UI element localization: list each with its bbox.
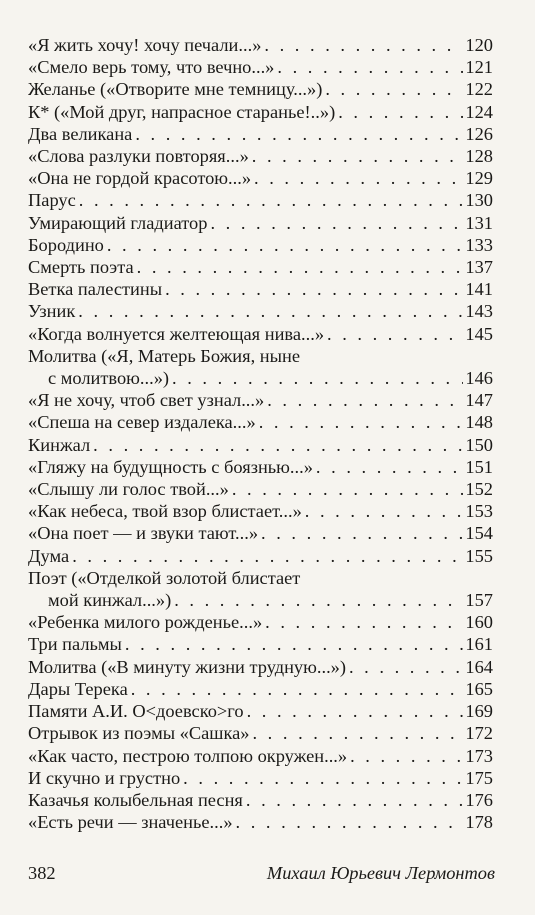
dot-leader [137,256,464,278]
toc-entry [28,767,493,789]
toc-entry-title: «Смело верь тому, что вечно...» [28,57,275,78]
dot-leader [252,145,464,167]
toc-entry-page: 148 [465,412,493,433]
toc-entry-page: 121 [465,57,493,78]
toc-entry-title: Ветка палестины [28,279,163,300]
dot-leader [349,656,463,678]
toc-entry-page: 151 [465,456,493,477]
toc-entry [28,545,493,567]
toc-entry-title: Кинжал [28,434,91,455]
toc-entry-title: Смерть поэта [28,257,134,278]
dot-leader [246,789,464,811]
toc-entry [28,567,493,611]
toc-entry-title: Памяти А.И. О<доевско>го [28,701,244,722]
toc-entry-page: 153 [465,501,493,522]
dot-leader [327,323,463,345]
toc-entry-title: Два великана [28,123,133,144]
toc-entry [28,189,493,211]
toc-entry-page: 165 [465,678,493,699]
toc-entry [28,522,493,544]
dot-leader [259,411,464,433]
dot-leader [265,611,463,633]
dot-leader [78,300,463,322]
dot-leader [72,545,463,567]
toc-entry-page: 133 [465,234,493,255]
dot-leader [210,212,463,234]
toc-entry [28,323,493,345]
toc-entry-title: И скучно и грустно [28,767,181,788]
toc-entry-title: «Она не гордой красотою...» [28,168,252,189]
dot-leader [264,34,463,56]
toc-entry-title: «Как часто, пестрою толпою окружен...» [28,745,348,766]
toc-entry-title: Поэт («Отделкой золотой блистает [28,567,301,588]
toc-entry [28,389,493,411]
dot-leader [131,678,464,700]
toc-entry-page: 145 [465,323,493,344]
toc-entry [28,478,493,500]
toc-entry-page: 152 [465,479,493,500]
dot-leader [172,367,463,389]
page-number: 382 [28,863,56,883]
toc-entry [28,278,493,300]
toc-entry-title: Три пальмы [28,634,122,655]
toc-entry-page: 157 [465,590,493,611]
dot-leader [252,722,463,744]
toc-entry-page: 143 [465,301,493,322]
toc-entry [28,500,493,522]
toc-entry [28,633,493,655]
toc-entry-page: 131 [465,212,493,233]
toc-entry-title: «Когда волнуется желтеющая нива...» [28,323,325,344]
toc-entry-page: 155 [465,545,493,566]
toc-entry [28,145,493,167]
dot-leader [93,434,463,456]
toc-entry-title: «Я не хочу, чтоб свет узнал...» [28,390,265,411]
toc-entry-title: «Есть речи — значенье...» [28,812,233,833]
dot-leader [350,745,463,767]
toc-entry [28,745,493,767]
toc-entry [28,456,493,478]
toc-entry-page: 147 [465,390,493,411]
toc-entry-page: 175 [465,767,493,788]
toc-entry-title: Узник [28,301,76,322]
toc-entry-title: Молитва («В минуту жизни трудную...») [28,656,346,677]
dot-leader [79,189,464,211]
toc-entry-title: «Спеша на север издалека...» [28,412,256,433]
toc-entry-title: Бородино [28,234,104,255]
toc-entry-title: Умирающий гладиатор [28,212,208,233]
toc-entry-title: Дума [28,545,70,566]
toc-entry-page: 164 [465,656,493,677]
toc-entry [28,123,493,145]
dot-leader [338,101,463,123]
toc-entry-page: 130 [465,190,493,211]
toc-entry [28,212,493,234]
toc-entry-title-continued: с молитвою...») [48,368,170,389]
toc-entry-page: 129 [465,168,493,189]
toc-entry-title: Отрывок из поэмы «Сашка» [28,723,250,744]
running-footer-author: Михаил Юрьевич Лермонтов [266,863,495,883]
toc-entry [28,256,493,278]
toc-entry-title: Дары Терека [28,678,128,699]
dot-leader [316,456,463,478]
toc-entry [28,722,493,744]
toc-entry-page: 176 [465,789,493,810]
dot-leader [107,234,464,256]
toc-entry [28,78,493,100]
toc-entry-title: Парус [28,190,76,211]
toc-entry-page: 160 [465,612,493,633]
toc-entry-title: Желанье («Отворите мне темницу...») [28,79,323,100]
toc-entry [28,678,493,700]
dot-leader [174,589,463,611]
toc-entry [28,656,493,678]
page-footer [28,863,495,884]
dot-leader [261,522,463,544]
toc-entry-page: 141 [465,279,493,300]
toc-entry-page: 172 [465,723,493,744]
toc-entry-page: 173 [465,745,493,766]
dot-leader [254,167,463,189]
toc-entry-page: 122 [465,79,493,100]
toc-entry [28,811,493,833]
toc-entry-page: 169 [465,701,493,722]
dot-leader [183,767,463,789]
toc-entry-title: Казачья колыбельная песня [28,789,243,810]
dot-leader [277,56,463,78]
toc-entry-title: «Как небеса, твой взор блистает...» [28,501,302,522]
dot-leader [135,123,463,145]
toc-entry-title: «Ребенка милого рожденье...» [28,612,263,633]
dot-leader [165,278,463,300]
toc-entry [28,789,493,811]
toc-entry-title: «Она поет — и звуки тают...» [28,523,259,544]
toc-entry-title: «Слова разлуки повторяя...» [28,146,249,167]
toc-entry-page: 154 [465,523,493,544]
toc-entry-page: 124 [465,101,493,122]
toc-entry-page: 137 [465,257,493,278]
dot-leader [247,700,464,722]
toc-entry-page: 120 [465,35,493,55]
toc-entry-title: К* («Мой друг, напрасное старанье!..») [28,101,336,122]
toc-entry-title: «Я жить хочу! хочу печали...» [28,35,262,55]
toc-entry [28,700,493,722]
toc-entry-page: 161 [465,634,493,655]
toc-entry [28,411,493,433]
dot-leader [267,389,463,411]
toc-entry [28,300,493,322]
toc-entry-title: «Слышу ли голос твой...» [28,479,229,500]
dot-leader [236,811,464,833]
toc-entry-title: «Гляжу на будущность с боязнью...» [28,456,313,477]
toc-entry [28,56,493,78]
dot-leader [325,78,463,100]
toc-entry-title-continued: мой кинжал...») [48,590,172,611]
toc-entry-title: Молитва («Я, Матерь Божия, ныне [28,345,301,366]
toc-entry [28,167,493,189]
dot-leader [305,500,464,522]
toc-entry [28,434,493,456]
dot-leader [125,633,464,655]
dot-leader [232,478,464,500]
toc-entry-page: 146 [465,368,493,389]
toc-entry [28,101,493,123]
toc-entry [28,34,493,56]
table-of-contents [28,34,493,833]
toc-entry [28,345,493,389]
toc-entry [28,234,493,256]
toc-entry-page: 178 [465,812,493,833]
toc-entry-page: 150 [465,434,493,455]
toc-entry-page: 126 [465,123,493,144]
toc-entry [28,611,493,633]
toc-entry-page: 128 [465,146,493,167]
